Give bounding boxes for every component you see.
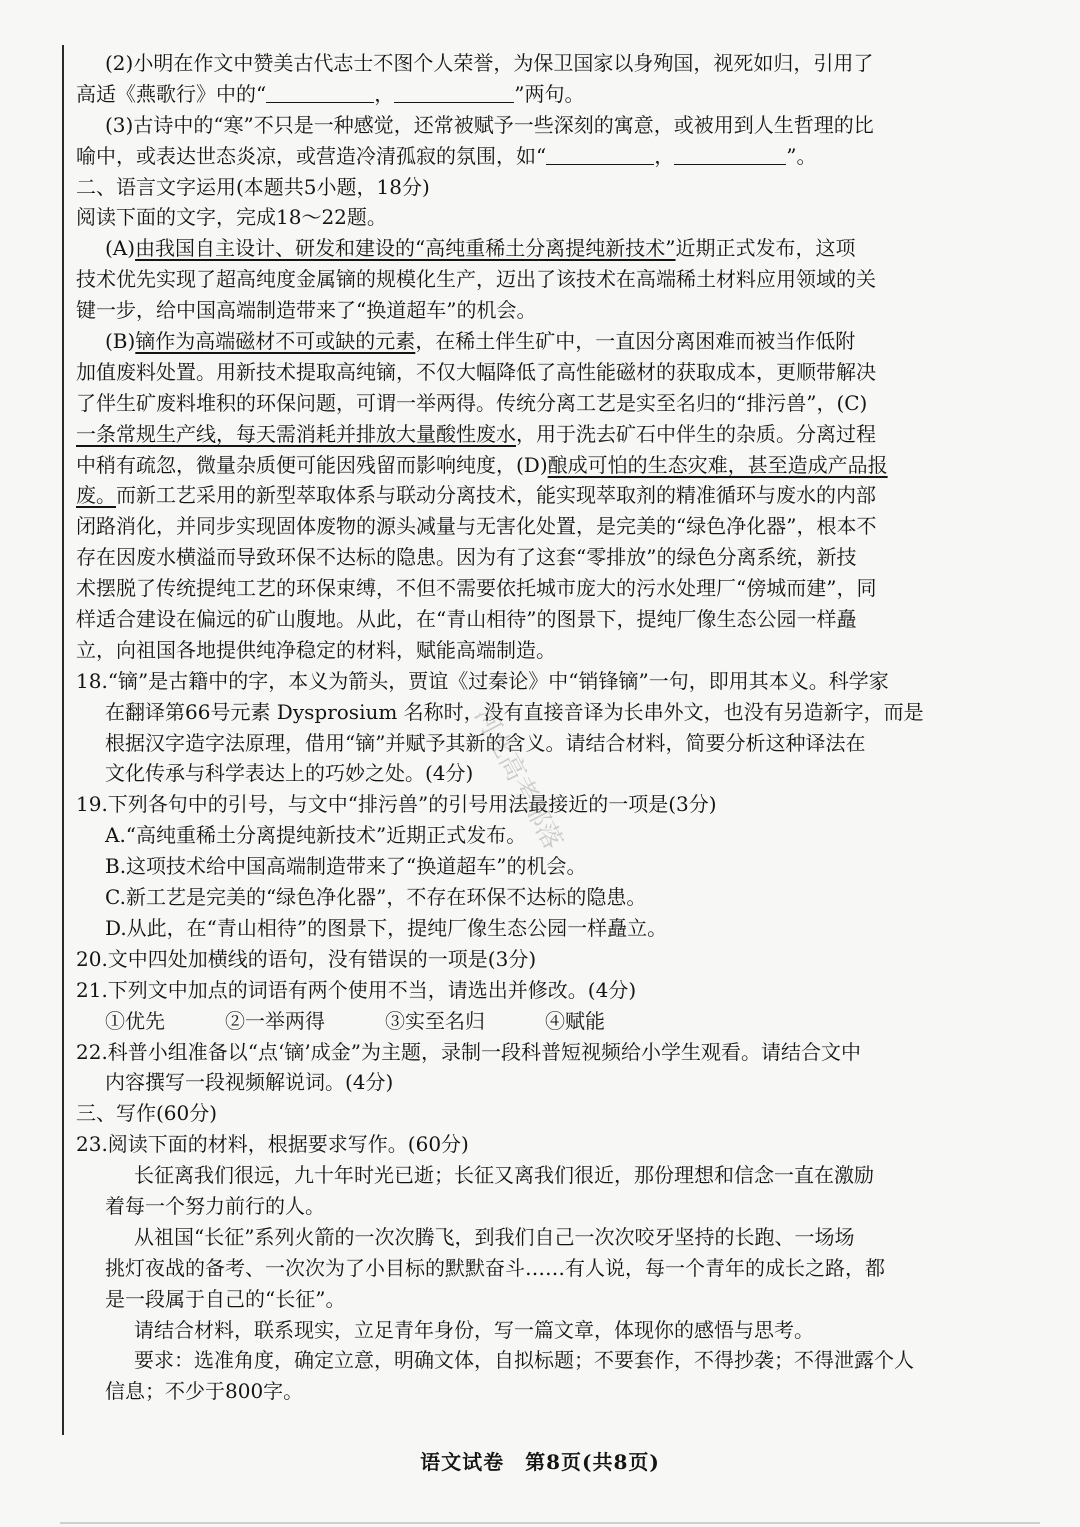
question-19: 19.下列各句中的引号，与文中“排污兽”的引号用法最接近的一项是(3分) [76, 792, 717, 817]
question-21: 21.下列文中加点的词语有两个使用不当，请选出并修改。(4分) [76, 977, 637, 1002]
q17-part3-text-b: ， [654, 143, 675, 168]
word-option-1: ①优先 [105, 1008, 165, 1033]
question-18-line2: 在翻译第66号元素 Dysprosium 名称时，没有直接音译为长串外文，也没有另造新字，而是 [105, 699, 924, 724]
passage-text: 中稍有疏忽，微量杂质便可能因残留而影响纯度，(D) [76, 452, 548, 477]
material-line: 挑灯夜战的备考、一次次为了小目标的默默奋斗……有人说，每一个青年的成长之路，都 [105, 1255, 885, 1280]
passage-line [76, 326, 984, 357]
page-text [76, 48, 984, 1407]
passage-line: 技术优先实现了超高纯度金属镝的规模化生产，迈出了该技术在高端稀土材料应用领域的关 [76, 267, 876, 292]
material-line: 着每一个努力前行的人。 [105, 1193, 325, 1218]
passage-text: ，在稀土伴生矿中，一直因分离困难而被当作低附 [415, 329, 856, 354]
question-21-options [76, 1006, 984, 1037]
q17-part2-text-b: ， [374, 81, 395, 106]
passage-line [76, 480, 984, 511]
material-line: 请结合材料，联系现实，立足青年身份，写一篇文章，体现你的感悟与思考。 [134, 1317, 814, 1342]
option-c: C.新工艺是完美的“绿色净化器”，不存在环保不达标的隐患。 [105, 885, 647, 910]
q17-part2-text-c: ”两句。 [514, 81, 585, 106]
word-option-3: ③实至名归 [385, 1008, 485, 1033]
passage-line: 立，向祖国各地提供纯净稳定的材料，赋能高端制造。 [76, 637, 556, 662]
material-line: 是一段属于自己的“长征”。 [105, 1286, 346, 1311]
word-option-2: ②一举两得 [225, 1008, 325, 1033]
underlined-sentence-a: 由我国自主设计、研发和建设的“高纯重稀土分离提纯新技术” [135, 236, 676, 261]
answer-blank[interactable] [546, 142, 654, 165]
requirements-line: 要求：选准角度，确定立意，明确文体，自拟标题；不要套作，不得抄袭；不得泄露个人 [134, 1348, 914, 1373]
passage-text: 近期正式发布，这项 [675, 236, 856, 261]
exam-page [76, 48, 984, 1407]
option-b: B.这项技术给中国高端制造带来了“换道超车”的机会。 [105, 854, 587, 879]
margin-line [62, 45, 64, 1435]
page-footer: 语文试卷 第8页(共8页) [420, 1450, 660, 1474]
q17-part3-line2 [76, 141, 984, 172]
material-line: 长征离我们很远，九十年时光已逝；长征又离我们很近，那份理想和信念一直在激励 [134, 1163, 874, 1188]
passage-line: 样适合建设在偏远的矿山腹地。从此，在“青山相待”的图景下，提纯厂像生态公园一样矗 [76, 607, 857, 632]
question-22-line2: 内容撰写一段视频解说词。(4分) [105, 1070, 394, 1095]
section3-title: 三、写作(60分) [76, 1101, 218, 1126]
q17-part3-text-c: ”。 [786, 143, 817, 168]
question-22-line1: 22.科普小组准备以“点‘镝’成金”为主题，录制一段科普短视频给小学生观看。请结合文中 [76, 1039, 861, 1064]
underlined-sentence-c: 一条常规生产线，每天需消耗并排放大量酸性废水 [76, 421, 516, 446]
bottom-divider [60, 1522, 1040, 1524]
word-option-4: ④赋能 [545, 1008, 605, 1033]
question-20: 20.文中四处加横线的语句，没有错误的一项是(3分) [76, 946, 537, 971]
passage-text: ，用于洗去矿石中伴生的杂质。分离过程 [516, 421, 876, 446]
passage-line [76, 233, 984, 264]
q17-part2-line2 [76, 79, 984, 110]
answer-blank[interactable] [674, 142, 786, 165]
label-b: (B) [105, 329, 136, 354]
passage-line [76, 419, 984, 450]
q17-part3-text-a: 喻中，或表达世态炎凉，或营造冷清孤寂的氛围，如“ [76, 143, 547, 168]
question-18-line1: 18.“镝”是古籍中的字，本义为箭头，贾谊《过秦论》中“销锋镝”一句，即用其本义。科学家 [76, 668, 889, 693]
passage-line [76, 450, 984, 481]
answer-blank[interactable] [266, 80, 374, 103]
material-line: 从祖国“长征”系列火箭的一次次腾飞，到我们自己一次次咬牙坚持的长跑、一场场 [134, 1224, 855, 1249]
passage-line: 加值废料处置。用新技术提取高纯镝，不仅大幅降低了高性能磁材的获取成本，更顺带解决 [76, 359, 876, 384]
question-18-line4: 文化传承与科学表达上的巧妙之处。(4分) [105, 761, 474, 786]
passage-line: 键一步，给中国高端制造带来了“换道超车”的机会。 [76, 298, 537, 323]
section2-intro: 阅读下面的文字，完成18～22题。 [76, 205, 387, 230]
passage-line: 术摆脱了传统提纯工艺的环保束缚，不但不需要依托城市庞大的污水处理厂“傍城而建”，同 [76, 576, 877, 601]
section2-title: 二、语言文字运用(本题共5小题，18分) [76, 174, 430, 199]
passage-line: 闭路消化，并同步实现固体废物的源头减量与无害化处置，是完美的“绿色净化器”，根本不 [76, 514, 877, 539]
underlined-sentence-d-end: 废。 [76, 483, 116, 508]
answer-blank[interactable] [394, 80, 514, 103]
q17-part2-text-a: 高适《燕歌行》中的“ [76, 81, 267, 106]
question-18-line3: 根据汉字造字法原理，借用“镝”并赋予其新的含义。请结合材料，简要分析这种译法在 [105, 730, 866, 755]
passage-line: 存在因废水横溢而导致环保不达标的隐患。因为有了这套“零排放”的绿色分离系统，新技 [76, 545, 857, 570]
option-a: A.“高纯重稀土分离提纯新技术”近期正式发布。 [105, 823, 527, 848]
passage-text: 而新工艺采用的新型萃取体系与联动分离技术，能实现萃取剂的精准循环与废水的内部 [116, 483, 876, 508]
q17-part2-line1: (2)小明在作文中赞美古代志士不图个人荣誉，为保卫国家以身殉国，视死如归，引用了 [105, 51, 874, 75]
underlined-sentence-b: 镝作为高端磁材不可或缺的元素 [135, 329, 416, 354]
q17-part3-line1: (3)古诗中的“寒”不只是一种感觉，还常被赋予一些深刻的寓意，或被用到人生哲理的比 [105, 112, 874, 137]
underlined-sentence-d: 酿成可怕的生态灾难，甚至造成产品报 [547, 452, 888, 477]
option-d: D.从此，在“青山相待”的图景下，提纯厂像生态公园一样矗立。 [105, 915, 668, 940]
requirements-line: 信息；不少于800字。 [105, 1379, 304, 1404]
label-a: (A) [105, 236, 136, 261]
watermark: 河北高考部落 [468, 702, 568, 855]
question-23: 23.阅读下面的材料，根据要求写作。(60分) [76, 1132, 469, 1157]
passage-line: 了伴生矿废料堆积的环保问题，可谓一举两得。传统分离工艺是实至名归的“排污兽”，(C) [76, 390, 868, 415]
